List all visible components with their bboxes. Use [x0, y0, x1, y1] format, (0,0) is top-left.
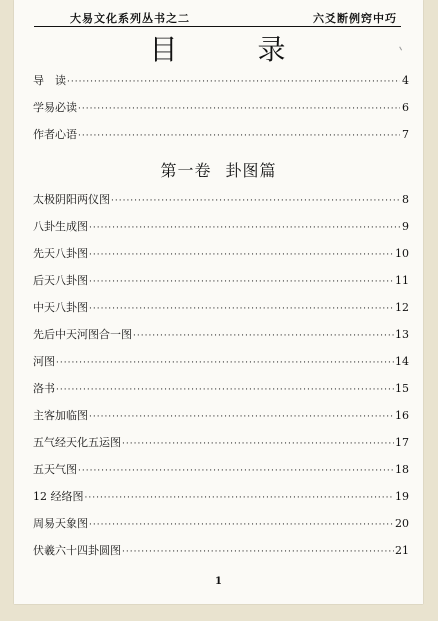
dot-leader: [89, 223, 400, 233]
toc-entry-page: 20: [395, 517, 409, 530]
toc-entry[interactable]: [33, 72, 409, 88]
book-title: 六爻断例窍中巧: [313, 12, 397, 25]
dot-leader: [78, 466, 394, 476]
toc-entry-label: 12 经络图: [33, 490, 84, 503]
dot-leader: [89, 412, 394, 422]
toc-entry[interactable]: [33, 515, 409, 531]
toc-entry-page: 9: [402, 220, 409, 233]
section-name: 卦图篇: [225, 161, 277, 180]
toc-entry[interactable]: [33, 407, 409, 423]
toc-entry-label: 太极阴阳两仪图: [33, 193, 110, 206]
toc-entry[interactable]: [33, 299, 409, 315]
dot-leader: [56, 358, 394, 368]
toc-entry[interactable]: [33, 542, 409, 558]
toc-entry-label: 作者心语: [33, 128, 77, 141]
toc-entry-page: 19: [395, 490, 409, 503]
page-number: 1: [215, 576, 222, 587]
toc-entry-page: 17: [395, 436, 409, 449]
toc-entry-page: 7: [402, 128, 409, 141]
toc-entry-label: 周易天象图: [33, 517, 88, 530]
toc-entry-page: 6: [402, 101, 409, 114]
dot-leader: [89, 250, 394, 260]
toc-entry-label: 河图: [33, 355, 55, 368]
toc-entry[interactable]: [33, 245, 409, 261]
toc-entry-label: 学易必读: [33, 101, 77, 114]
dot-leader: [78, 104, 400, 114]
series-title: 大易文化系列丛书之二: [70, 12, 190, 25]
toc-entry[interactable]: [33, 434, 409, 450]
page-title: 目 录: [149, 33, 312, 66]
dot-leader: [67, 77, 400, 87]
toc-entry-label: 先天八卦图: [33, 247, 88, 260]
toc-entry-label: 后天八卦图: [33, 274, 88, 287]
toc-entry-label: 洛书: [33, 382, 55, 395]
toc-entry-page: 8: [402, 193, 409, 206]
toc-entry-label: 先后中天河图合一图: [33, 328, 132, 341]
dot-leader: [78, 131, 400, 141]
toc-entry-page: 4: [402, 74, 409, 87]
toc-entry-label: 五天气图: [33, 463, 77, 476]
toc-entry[interactable]: [33, 126, 409, 142]
toc-entry-page: 12: [395, 301, 409, 314]
dot-leader: [122, 547, 394, 557]
dot-leader: [133, 331, 394, 341]
toc-entry-label: 主客加临图: [33, 409, 88, 422]
toc-entry[interactable]: [33, 461, 409, 477]
section-heading: [14, 158, 423, 181]
section-volume: 第一卷: [160, 161, 212, 180]
toc-entry-label: 导 读: [33, 74, 66, 87]
toc-entry[interactable]: [33, 326, 409, 342]
toc-entry-label: 八卦生成图: [33, 220, 88, 233]
dot-leader: [89, 277, 394, 287]
toc-entry-page: 21: [395, 544, 409, 557]
toc-entry-page: 11: [395, 274, 409, 287]
book-page: [14, 0, 423, 604]
toc-entry-page: 14: [395, 355, 409, 368]
toc-entry[interactable]: [33, 272, 409, 288]
toc-entry[interactable]: [33, 99, 409, 115]
toc-entry[interactable]: [33, 191, 409, 207]
toc-entry-page: 16: [395, 409, 409, 422]
toc-entry-page: 18: [395, 463, 409, 476]
dot-leader: [85, 493, 395, 503]
toc-entry-label: 中天八卦图: [33, 301, 88, 314]
toc-entry-label: 伏羲六十四卦圆图: [33, 544, 121, 557]
toc-entry-label: 五气经天化五运图: [33, 436, 121, 449]
dot-leader: [111, 196, 400, 206]
toc-entry-page: 13: [395, 328, 409, 341]
toc-entry[interactable]: [33, 218, 409, 234]
toc-entry-page: 15: [395, 382, 409, 395]
dot-leader: [56, 385, 394, 395]
dot-leader: [122, 439, 394, 449]
toc-entry[interactable]: [33, 353, 409, 369]
toc-entry[interactable]: [33, 488, 409, 504]
toc-entry[interactable]: [33, 380, 409, 396]
dot-leader: [89, 520, 394, 530]
toc-entry-page: 10: [395, 247, 409, 260]
running-header: [34, 8, 401, 27]
dot-leader: [89, 304, 394, 314]
